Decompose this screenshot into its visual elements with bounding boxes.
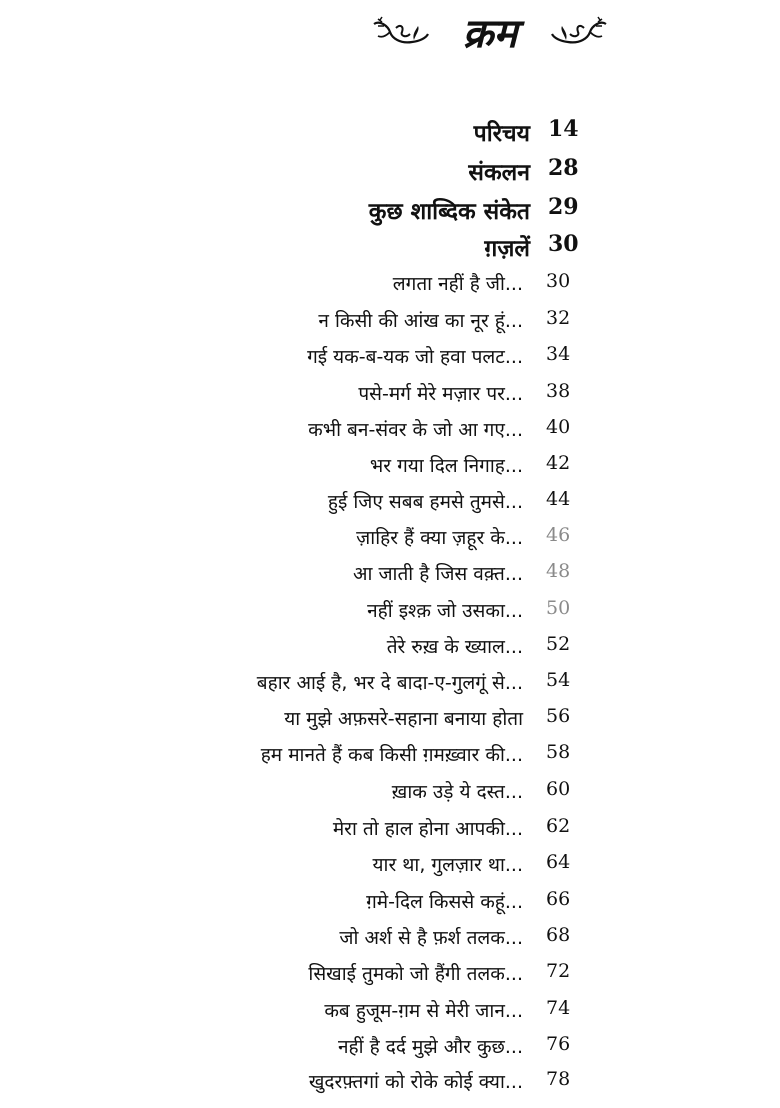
toc-entry-label: भर गया दिल निगाह... <box>369 455 523 477</box>
toc-entry[interactable] <box>0 633 780 667</box>
toc-entry-label: कभी बन-संवर के जो आ गए... <box>308 419 523 441</box>
toc-entry-label: हम मानते हैं कब किसी ग़मख़्वार की... <box>260 744 523 766</box>
toc-entry-label: मेरा तो हाल होना आपकी... <box>332 818 523 840</box>
toc-entry-label: परिचय <box>473 121 530 147</box>
toc-entry[interactable] <box>0 416 780 450</box>
toc-entry-compilation[interactable] <box>0 155 780 189</box>
toc-entry-page: 32 <box>546 307 571 329</box>
toc-entry-page: 60 <box>546 778 571 800</box>
toc-entry[interactable] <box>0 380 780 414</box>
toc-entry[interactable] <box>0 1068 780 1102</box>
toc-entry[interactable] <box>0 888 780 922</box>
floral-flourish-icon <box>550 16 610 52</box>
toc-entry-label: बहार आई है, भर दे बादा-ए-गुलगूं से... <box>256 672 523 694</box>
toc-entry-page: 54 <box>546 669 571 691</box>
toc-entry[interactable] <box>0 343 780 377</box>
toc-entry[interactable] <box>0 851 780 885</box>
toc-entry-label: सिखाई तुमको जो हैंगी तलक... <box>308 963 523 985</box>
toc-entry-label: नहीं है दर्द मुझे और कुछ... <box>338 1036 523 1058</box>
toc-entry[interactable] <box>0 524 780 558</box>
toc-entry[interactable] <box>0 960 780 994</box>
toc-entry[interactable] <box>0 1033 780 1067</box>
toc-entry-page: 74 <box>546 997 571 1019</box>
toc-entry[interactable] <box>0 997 780 1031</box>
toc-entry-page: 78 <box>546 1068 571 1090</box>
toc-entry-label: जो अर्श से है फ़र्श तलक... <box>339 927 523 949</box>
toc-entry[interactable] <box>0 705 780 739</box>
toc-entry-page: 50 <box>546 597 571 619</box>
toc-entry[interactable] <box>0 741 780 775</box>
toc-entry[interactable] <box>0 488 780 522</box>
toc-entry-introduction[interactable] <box>0 116 780 150</box>
floral-flourish-icon <box>370 16 430 52</box>
toc-entry-label: ख़ाक उड़े ये दस्त... <box>391 781 523 803</box>
toc-entry[interactable] <box>0 270 780 304</box>
toc-entry-label: नहीं इश्क़ जो उसका... <box>367 600 523 622</box>
toc-entry-page: 48 <box>546 560 571 582</box>
toc-entry-page: 30 <box>546 270 571 292</box>
toc-entry-page: 72 <box>546 960 571 982</box>
toc-entry-page: 68 <box>546 924 571 946</box>
toc-entry-label: या मुझे अफ़सरे-सहाना बनाया होता <box>284 708 523 730</box>
toc-entry-word-notes[interactable] <box>0 194 780 228</box>
toc-entry-page: 64 <box>546 851 571 873</box>
toc-entry[interactable] <box>0 452 780 486</box>
toc-entry-label: गई यक-ब-यक जो हवा पलट... <box>307 346 523 368</box>
toc-entry-page: 76 <box>546 1033 571 1055</box>
page-title: क्रम <box>462 11 518 57</box>
toc-entry-label: संकलन <box>468 160 530 186</box>
toc-entry-label: ग़मे-दिल किससे कहूं... <box>366 891 523 913</box>
toc-entry-page: 62 <box>546 815 571 837</box>
toc-entry[interactable] <box>0 778 780 812</box>
toc-entry-label: आ जाती है जिस वक़्त... <box>353 563 523 585</box>
toc-entry[interactable] <box>0 560 780 594</box>
toc-entry-page: 46 <box>546 524 571 546</box>
toc-entry-page: 56 <box>546 705 571 727</box>
toc-entry[interactable] <box>0 669 780 703</box>
toc-entry-page: 42 <box>546 452 571 474</box>
toc-entry-page: 38 <box>546 380 571 402</box>
toc-entry-label: कब हुजूम-ग़म से मेरी जान... <box>324 1000 523 1022</box>
toc-entry-page: 34 <box>546 343 571 365</box>
toc-entry-page: 44 <box>546 488 571 510</box>
toc-entry-page: 14 <box>548 116 579 142</box>
toc-entry[interactable] <box>0 815 780 849</box>
toc-entry-label: ज़ाहिर हैं क्या ज़हूर के... <box>356 527 523 549</box>
toc-entry-label: ग़ज़लें <box>484 236 530 262</box>
toc-entry-label: न किसी की आंख का नूर हूं... <box>318 310 523 332</box>
toc-entry[interactable] <box>0 307 780 341</box>
toc-entry[interactable] <box>0 924 780 958</box>
toc-entry-label: कुछ शाब्दिक संकेत <box>368 199 530 225</box>
toc-entry-page: 29 <box>548 194 579 220</box>
toc-entry-page: 58 <box>546 741 571 763</box>
toc-entry-page: 40 <box>546 416 571 438</box>
toc-entry-label: हुई जिए सबब हमसे तुमसे... <box>327 491 523 513</box>
toc-entry-page: 66 <box>546 888 571 910</box>
toc-entry-page: 28 <box>548 155 579 181</box>
toc-entry-label: खुदरफ़्तगां को रोके कोई क्या... <box>308 1071 523 1093</box>
toc-entry-ghazals-section[interactable] <box>0 231 780 265</box>
toc-entry-page: 30 <box>548 231 579 257</box>
toc-entry-page: 52 <box>546 633 571 655</box>
toc-entry-label: लगता नहीं है जी... <box>392 273 523 295</box>
toc-entry-label: तेरे रुख़ के ख्याल... <box>386 636 523 658</box>
toc-entry-label: पसे-मर्ग मेरे मज़ार पर... <box>358 383 523 405</box>
toc-entry[interactable] <box>0 597 780 631</box>
toc-header <box>370 4 610 64</box>
toc-entry-label: यार था, गुलज़ार था... <box>372 854 523 876</box>
